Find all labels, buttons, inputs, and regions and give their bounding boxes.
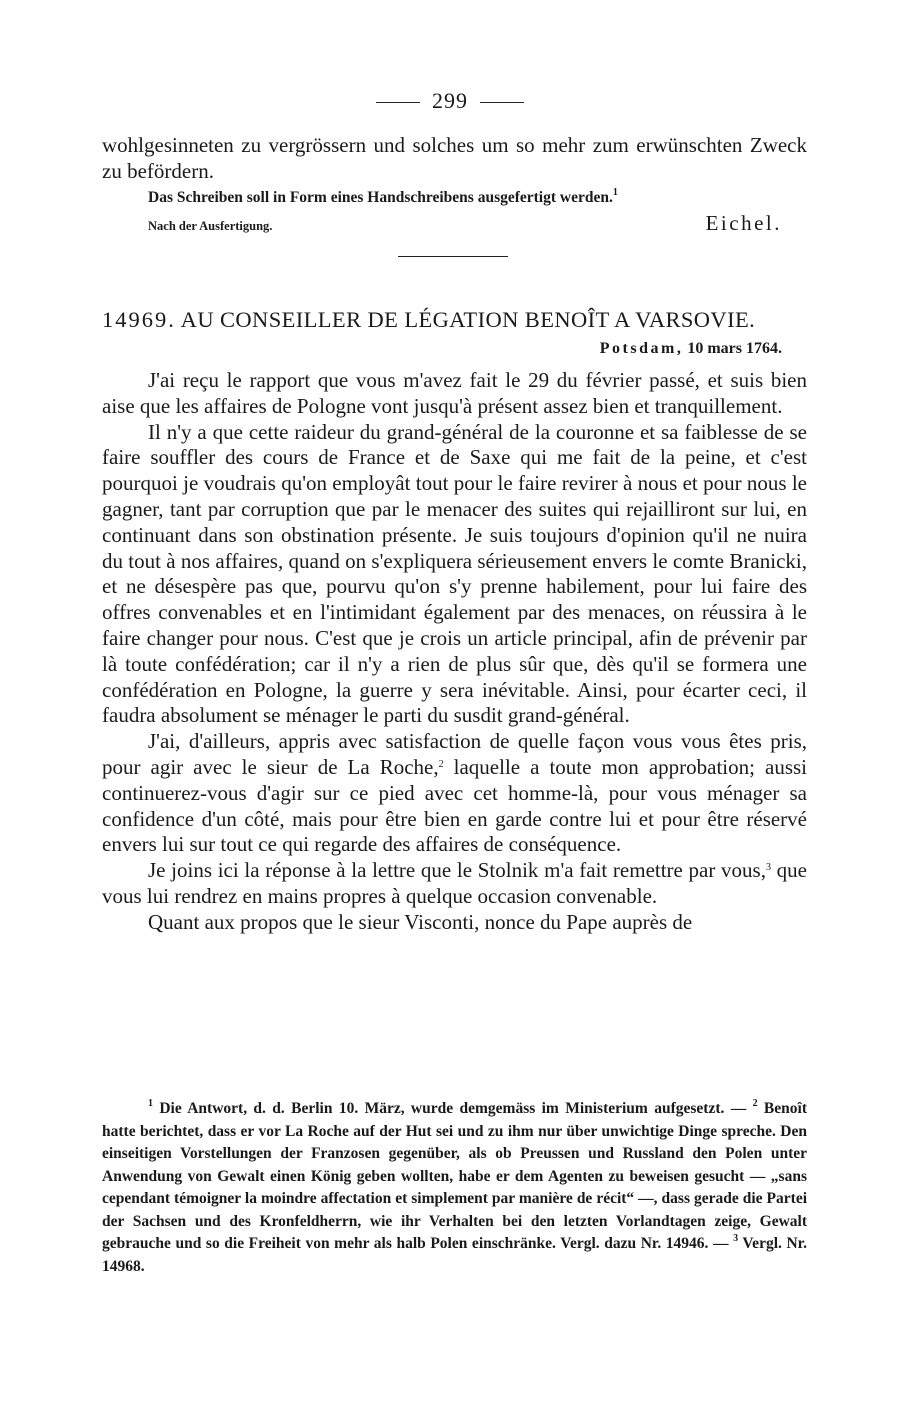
footnote-3-marker: 3 <box>733 1233 739 1244</box>
letter-number: 14969. <box>102 307 176 332</box>
footnote-3-text: Vergl. Nr. 14968. <box>102 1235 807 1275</box>
footnote-ref-1: 1 <box>612 187 618 198</box>
paragraph-3 <box>102 729 807 858</box>
footnotes <box>102 1098 807 1278</box>
note-line <box>102 186 807 210</box>
paragraph-5: Quant aux propos que le sieur Visconti, nonce du Pape auprès de <box>148 909 693 934</box>
section-separator <box>398 256 508 257</box>
footnote-1-marker: 1 <box>148 1098 153 1109</box>
letter-title: AU CONSEILLER DE LÉGATION BENOÎT A VARSOVIE. <box>180 307 756 332</box>
footnote-2-text: Benoît hatte berichtet, dass er vor La Roche auf der Hut sei und zu ihm nur über unwichtige Dinge spreche. Den einseitigen Vorstellungen der Franzosen gegenüber, als ob Preussen und Russland den Polen unter Anwendung von Gewalt einen König geben wollten, habe er dem Agenten zu beweisen gesucht — „sans cependant témoigner la moindre affectation et simplement par manière de récit“ —, dass gerade die Partei der Sachsen und des Kronfeldherrn, wie ihr Verhalten bei den letzten Vorlandtagen zeige, Gewalt gebrauche und so die Freiheit von mehr als halb Polen einschränke. Vergl. dazu Nr. 14946. — <box>102 1100 807 1252</box>
page-header <box>0 88 900 114</box>
source-note: Nach der Ausfertigung. <box>148 219 273 233</box>
footnotes-paragraph <box>102 1098 807 1278</box>
note-line-text: Das Schreiben soll in Form eines Handschreibens ausgefertigt werden. <box>148 189 613 206</box>
header-dash-right <box>480 102 524 103</box>
paragraph-4-text-a: Je joins ici la réponse à la lettre que le Stolnik m'a fait remettre par vous, <box>148 858 766 883</box>
dateline <box>102 340 782 358</box>
letter-body <box>102 368 807 936</box>
dateline-date: 10 mars 1764. <box>687 340 782 357</box>
page-number: 299 <box>432 88 468 113</box>
header-dash-left <box>376 102 420 103</box>
footnote-ref-3: 3 <box>765 862 771 874</box>
signature: Eichel. <box>705 211 782 235</box>
paragraph-2: Il n'y a que cette raideur du grand-général de la couronne et sa faiblesse de se faire souffler des cours de France et de Saxe qui me fait de la peine, et c'est pourquoi je voudrais qu'on employât tout pour le faire revirer à nous et pour nous le gagner, tant par corruption que par le menacer des suites qui rejailliront sur lui, en continuant dans son obstination présente. Je suis toujours d'opinion qu'il ne nuira du tout à nos affaires, quand on s'expliquera sérieusement envers le comte Branicki, et ne désespère pas que, pourvu qu'on s'y prenne habilement, pour lui faire des offres convenables et en l'intimidant également par des menaces, on réussira à le faire changer pour nous. C'est que je crois un article principal, afin de prévenir par là toute confédération; car il n'y a rien de plus sûr que, dès qu'il se formera une confédération en Pologne, la guerre y sera inévitable. Ainsi, pour écarter ceci, il faudra absolument se ménager le parti du susdit grand-général. <box>102 419 807 728</box>
source-signature-row <box>102 211 782 238</box>
dateline-place: Potsdam, <box>599 340 684 357</box>
footnote-2-marker: 2 <box>752 1098 758 1109</box>
paragraph-3-text-a: J'ai, d'ailleurs, appris avec satisfaction de quelle façon vous vous êtes pris, pour agir avec le sieur de La Roche, <box>102 729 807 779</box>
continuation-paragraph: wohlgesinneten zu vergrössern und solches um so mehr zum erwünschten Zweck zu befördern. <box>102 133 807 183</box>
continuation-text <box>102 133 807 185</box>
paragraph-3-text-b: laquelle a toute mon approbation; aussi continuerez-vous d'agir sur ce pied avec cet homme-là, pour vous ménager sa confidence d'un côté, mais pour être bien en garde contre lui et pour être réservé envers lui sur tout ce qui regarde des affaires de conséquence. <box>102 754 807 857</box>
paragraph-1: J'ai reçu le rapport que vous m'avez fait le 29 du février passé, et suis bien aise que les affaires de Pologne vont jusqu'à présent assez bien et tranquillement. <box>102 368 807 418</box>
paragraph-4-text-b: que vous lui rendrez en mains propres à quelque occasion convenable. <box>102 858 807 908</box>
letter-heading <box>102 307 807 333</box>
paragraph-4 <box>102 858 807 910</box>
footnote-1-text: Die Antwort, d. d. Berlin 10. März, wurde demgemäss im Ministerium aufgesetzt. — <box>153 1100 753 1117</box>
footnote-ref-2: 2 <box>438 758 444 770</box>
